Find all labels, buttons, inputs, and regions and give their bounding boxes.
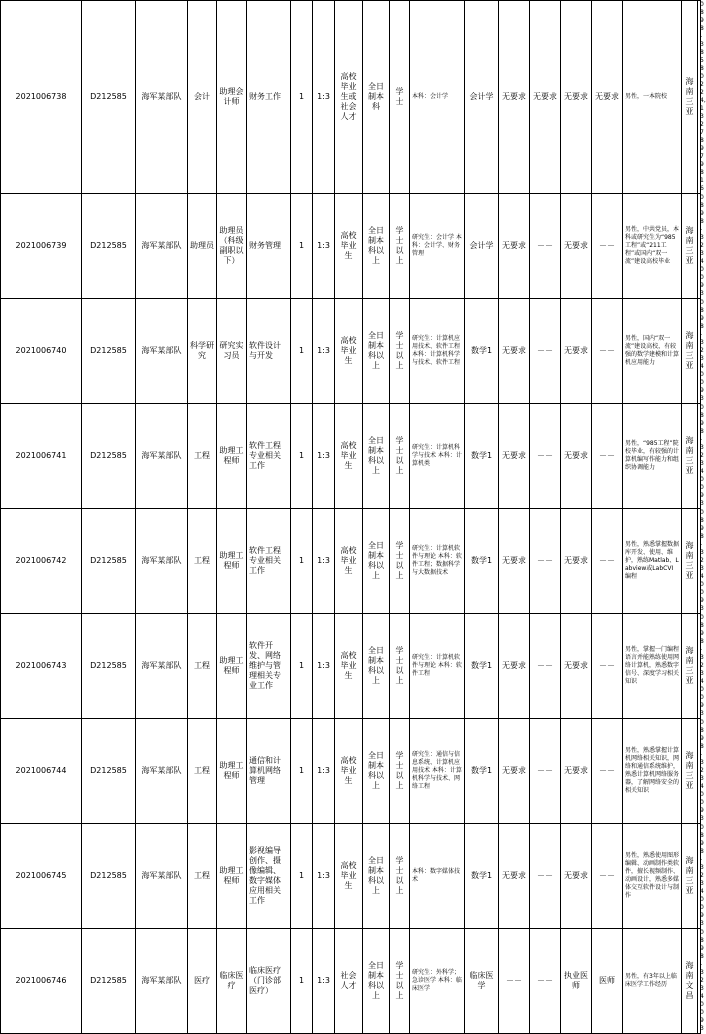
position-category: 工程 — [188, 404, 217, 509]
hiring-count: 1 — [291, 194, 313, 299]
hiring-count: 1 — [291, 299, 313, 404]
contact-phone: 0898-32340093 — [698, 509, 701, 614]
education: 全日制本科以上 — [363, 719, 390, 824]
exam-ratio: 1:3 — [313, 509, 335, 614]
remark: 男性，掌握一门编程语言并能熟练使用网络计算机，熟悉数字信号、深度学习相关知识 — [623, 614, 682, 719]
department-code: D212585 — [82, 404, 136, 509]
requirement-2: －－ — [530, 824, 561, 929]
position-code: 2021006743 — [1, 614, 82, 719]
degree: 学士以上 — [390, 509, 410, 614]
major-requirement: 研究生：外科学；急诊医学 本科：临床医学 — [410, 929, 465, 1034]
hiring-count: 1 — [291, 614, 313, 719]
requirement-2: －－ — [530, 614, 561, 719]
position-category: 医疗 — [188, 929, 217, 1034]
requirement-3: 执业医师 — [561, 929, 592, 1034]
requirement-2: －－ — [530, 404, 561, 509]
exam-subject: 数学1 — [465, 509, 499, 614]
position-code: 2021006740 — [1, 299, 82, 404]
exam-ratio: 1:3 — [313, 1, 335, 194]
position-code: 2021006746 — [1, 929, 82, 1034]
requirement-1: 无要求 — [499, 1, 530, 194]
hiring-count: 1 — [291, 509, 313, 614]
hiring-count: 1 — [291, 824, 313, 929]
exam-ratio: 1:3 — [313, 614, 335, 719]
education: 全日制本科以上 — [363, 929, 390, 1034]
position-code: 2021006739 — [1, 194, 82, 299]
unit-name: 海军某部队 — [136, 299, 188, 404]
degree: 学士以上 — [390, 929, 410, 1034]
work-location: 海南三亚 — [682, 194, 698, 299]
position-category: 会计 — [188, 1, 217, 194]
table-row — [1, 824, 701, 929]
position-name: 助理工程师 — [217, 614, 247, 719]
education: 全日制本科以上 — [363, 194, 390, 299]
education: 全日制本科 — [363, 1, 390, 194]
requirement-1: －－ — [499, 929, 530, 1034]
unit-name: 海军某部队 — [136, 404, 188, 509]
candidate-source: 高校毕业生 — [335, 719, 363, 824]
position-code: 2021006738 — [1, 1, 82, 194]
requirement-4: －－ — [592, 614, 623, 719]
position-category: 工程 — [188, 614, 217, 719]
requirement-3: 无要求 — [561, 1, 592, 194]
table-row — [1, 509, 701, 614]
work-location: 海南三亚 — [682, 509, 698, 614]
exam-ratio: 1:3 — [313, 194, 335, 299]
position-code: 2021006744 — [1, 719, 82, 824]
contact-phone: 0898-32340093 — [698, 614, 701, 719]
position-category: 助理员 — [188, 194, 217, 299]
candidate-source: 高校毕业生 — [335, 824, 363, 929]
remark: 男性，“985工程”院校毕业，有较强的计算机编写作能力和组织协调能力 — [623, 404, 682, 509]
requirement-4: －－ — [592, 824, 623, 929]
requirement-4: －－ — [592, 404, 623, 509]
major-requirement: 研究生：计算机应用技术、软件工程 本科：计算机科学与技术、软件工程 — [410, 299, 465, 404]
exam-subject: 会计学 — [465, 1, 499, 194]
remark: 男性，熟悉掌握数据库开发、使用、维护，熟练Matlab、Labview或LabCVI编程 — [623, 509, 682, 614]
position-category: 科学研究 — [188, 299, 217, 404]
work-location: 海南三亚 — [682, 404, 698, 509]
hiring-count: 1 — [291, 929, 313, 1034]
position-code: 2021006741 — [1, 404, 82, 509]
position-code: 2021006745 — [1, 824, 82, 929]
remark: 男性，国内“双一流”建设高校，有较强的数学建模和计算机应用能力 — [623, 299, 682, 404]
work-location: 海南三亚 — [682, 1, 698, 194]
requirement-1: 无要求 — [499, 824, 530, 929]
requirement-4: －－ — [592, 299, 623, 404]
degree: 学士以上 — [390, 824, 410, 929]
exam-ratio: 1:3 — [313, 719, 335, 824]
department-code: D212585 — [82, 719, 136, 824]
degree: 学士以上 — [390, 299, 410, 404]
unit-name: 海军某部队 — [136, 719, 188, 824]
exam-ratio: 1:3 — [313, 824, 335, 929]
exam-subject: 数学1 — [465, 824, 499, 929]
requirement-2: －－ — [530, 194, 561, 299]
requirement-1: 无要求 — [499, 614, 530, 719]
unit-name: 海军某部队 — [136, 614, 188, 719]
requirement-2: －－ — [530, 299, 561, 404]
work-location: 海南三亚 — [682, 719, 698, 824]
work-location: 海南三亚 — [682, 824, 698, 929]
requirement-1: 无要求 — [499, 404, 530, 509]
requirement-3: 无要求 — [561, 194, 592, 299]
requirement-1: 无要求 — [499, 509, 530, 614]
exam-subject: 会计学 — [465, 194, 499, 299]
position-category: 工程 — [188, 824, 217, 929]
hiring-count: 1 — [291, 1, 313, 194]
exam-subject: 数学1 — [465, 404, 499, 509]
contact-phone: 0898-32340093 — [698, 824, 701, 929]
degree: 学士以上 — [390, 614, 410, 719]
table-row — [1, 614, 701, 719]
candidate-source: 社会人才 — [335, 929, 363, 1034]
unit-name: 海军某部队 — [136, 824, 188, 929]
position-name: 助理工程师 — [217, 404, 247, 509]
remark: 男性，熟悉使用图形编辑、动画制作类软件，擅长视频制作、动画设计，熟悉多媒体交互软件设计与制作 — [623, 824, 682, 929]
requirement-2: －－ — [530, 719, 561, 824]
requirement-4: －－ — [592, 509, 623, 614]
exam-ratio: 1:3 — [313, 299, 335, 404]
exam-ratio: 1:3 — [313, 404, 335, 509]
exam-subject: 临床医学 — [465, 929, 499, 1034]
exam-ratio: 1:3 — [313, 929, 335, 1034]
requirement-3: 无要求 — [561, 824, 592, 929]
major-requirement: 研究生：计算机软件与理论 本科：软件工程；数据科学与大数据技术 — [410, 509, 465, 614]
major-requirement: 研究生：计算机软件与理论 本科：软件工程 — [410, 614, 465, 719]
education: 全日制本科以上 — [363, 299, 390, 404]
major-direction: 影视编导创作、摄像编辑、数字媒体应用相关工作 — [247, 824, 291, 929]
education: 全日制本科以上 — [363, 509, 390, 614]
position-category: 工程 — [188, 719, 217, 824]
department-code: D212585 — [82, 299, 136, 404]
contact-phone: 0898-38580224,13278979816 — [698, 1, 701, 194]
degree: 学士 — [390, 1, 410, 194]
requirement-2: －－ — [530, 509, 561, 614]
major-direction: 软件工程专业相关工作 — [247, 509, 291, 614]
requirement-3: 无要求 — [561, 299, 592, 404]
requirement-3: 无要求 — [561, 614, 592, 719]
education: 全日制本科以上 — [363, 614, 390, 719]
table-row — [1, 404, 701, 509]
requirement-3: 无要求 — [561, 509, 592, 614]
education: 全日制本科以上 — [363, 824, 390, 929]
position-name: 助理会计师 — [217, 1, 247, 194]
contact-phone: 0898-32340093 — [698, 719, 701, 824]
unit-name: 海军某部队 — [136, 929, 188, 1034]
major-requirement: 本科：会计学 — [410, 1, 465, 194]
position-category: 工程 — [188, 509, 217, 614]
exam-subject: 数学1 — [465, 299, 499, 404]
candidate-source: 高校毕业生 — [335, 404, 363, 509]
candidate-source: 高校毕业生 — [335, 509, 363, 614]
table-row — [1, 929, 701, 1034]
major-direction: 软件开发、网络维护与管理相关专业工作 — [247, 614, 291, 719]
table-row — [1, 719, 701, 824]
major-direction: 软件工程专业相关工作 — [247, 404, 291, 509]
contact-phone: 0898-32340093 — [698, 929, 701, 1034]
candidate-source: 高校毕业生或社会人才 — [335, 1, 363, 194]
major-direction: 财务管理 — [247, 194, 291, 299]
requirement-4: －－ — [592, 719, 623, 824]
major-requirement: 研究生：会计学 本科：会计学、财务管理 — [410, 194, 465, 299]
remark: 男性，一本院校 — [623, 1, 682, 194]
degree: 学士以上 — [390, 404, 410, 509]
major-direction: 临床医疗（门诊部医疗） — [247, 929, 291, 1034]
position-name: 助理员（科级副职以下） — [217, 194, 247, 299]
unit-name: 海军某部队 — [136, 1, 188, 194]
contact-phone: 0898-32340093 — [698, 404, 701, 509]
position-name: 助理工程师 — [217, 509, 247, 614]
work-location: 海南三亚 — [682, 299, 698, 404]
major-requirement: 研究生：计算机科学与技术 本科：计算机类 — [410, 404, 465, 509]
candidate-source: 高校毕业生 — [335, 299, 363, 404]
requirement-1: 无要求 — [499, 719, 530, 824]
degree: 学士以上 — [390, 719, 410, 824]
contact-phone: 0898-32340093 — [698, 299, 701, 404]
exam-subject: 数学1 — [465, 719, 499, 824]
remark: 男性，熟悉掌握计算机网络相关知识，网络和通信系统维护，熟悉计算机网络服务器，了解网络安全的相关知识 — [623, 719, 682, 824]
requirement-3: 无要求 — [561, 719, 592, 824]
candidate-source: 高校毕业生 — [335, 614, 363, 719]
work-location: 海南三亚 — [682, 614, 698, 719]
department-code: D212585 — [82, 194, 136, 299]
department-code: D212585 — [82, 929, 136, 1034]
remark: 男性，中共党员，本科或研究生为“985工程”或“211工程”或国内“双一流”建设高校毕业 — [623, 194, 682, 299]
requirement-1: 无要求 — [499, 299, 530, 404]
major-requirement: 本科：数字媒体技术 — [410, 824, 465, 929]
position-name: 助理工程师 — [217, 719, 247, 824]
requirement-4: 无要求 — [592, 1, 623, 194]
department-code: D212585 — [82, 1, 136, 194]
department-code: D212585 — [82, 614, 136, 719]
hiring-count: 1 — [291, 719, 313, 824]
requirement-4: －－ — [592, 194, 623, 299]
requirement-3: 无要求 — [561, 404, 592, 509]
major-direction: 通信和计算机网络管理 — [247, 719, 291, 824]
unit-name: 海军某部队 — [136, 194, 188, 299]
contact-phone: 0898-32340093 — [698, 194, 701, 299]
requirement-2: 无要求 — [530, 1, 561, 194]
education: 全日制本科以上 — [363, 404, 390, 509]
requirement-1: 无要求 — [499, 194, 530, 299]
table-row — [1, 1, 701, 194]
department-code: D212585 — [82, 509, 136, 614]
candidate-source: 高校毕业生 — [335, 194, 363, 299]
unit-name: 海军某部队 — [136, 509, 188, 614]
requirement-4: 医师 — [592, 929, 623, 1034]
position-name: 临床医疗 — [217, 929, 247, 1034]
department-code: D212585 — [82, 824, 136, 929]
requirement-2: －－ — [530, 929, 561, 1034]
major-requirement: 研究生：通信与信息系统、计算机应用技术 本科：计算机科学与技术、网络工程 — [410, 719, 465, 824]
table-body — [1, 1, 706, 1034]
major-direction: 软件设计与开发 — [247, 299, 291, 404]
remark: 男性，有3年以上临床医学工作经历 — [623, 929, 682, 1034]
table-row — [1, 194, 701, 299]
position-code: 2021006742 — [1, 509, 82, 614]
degree: 学士以上 — [390, 194, 410, 299]
work-location: 海南文昌 — [682, 929, 698, 1034]
table-row — [1, 299, 701, 404]
exam-subject: 数学1 — [465, 614, 499, 719]
major-direction: 财务工作 — [247, 1, 291, 194]
hiring-count: 1 — [291, 404, 313, 509]
position-name: 助理工程师 — [217, 824, 247, 929]
position-name: 研究实习员 — [217, 299, 247, 404]
